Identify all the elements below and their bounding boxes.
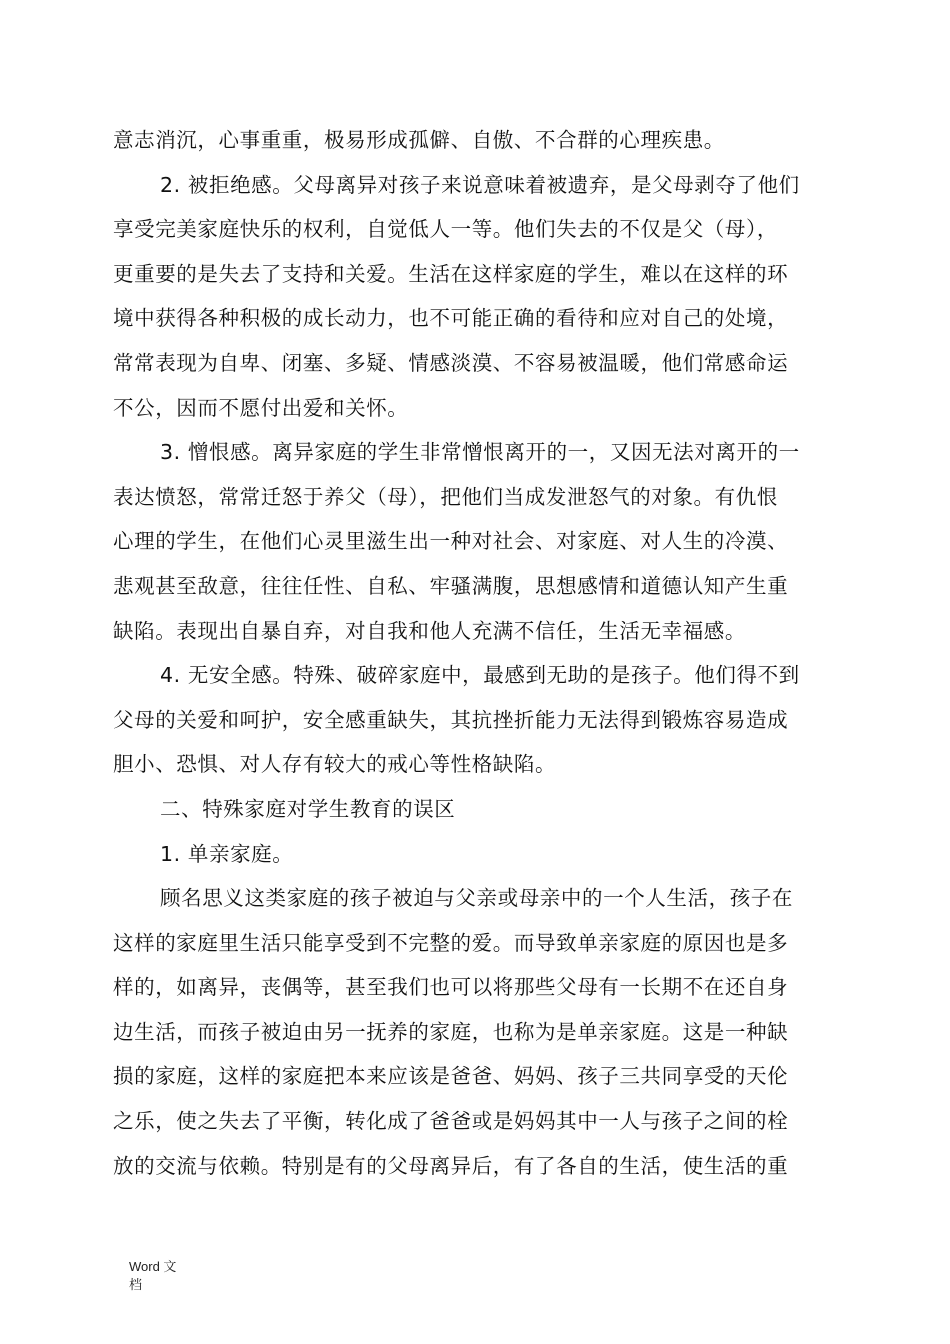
- text-line: 享受完美家庭快乐的权利，自觉低人一等。他们失去的不仅是父（母），: [113, 217, 778, 242]
- text-line: 表达愤怒，常常迁怒于养父（母），把他们当成发泄怒气的对象。有仇恨: [113, 484, 778, 509]
- text-line: 3. 憎恨感。离异家庭的学生非常憎恨离开的一，又因无法对离开的一: [160, 440, 800, 465]
- subsection-heading: 1. 单亲家庭。: [160, 841, 294, 866]
- footer-label-line2: 档: [129, 1277, 143, 1292]
- text-line: 境中获得各种积极的成长动力，也不可能正确的看待和应对自己的处境，: [113, 306, 789, 331]
- text-line: 2. 被拒绝感。父母离异对孩子来说意味着被遗弃，是父母剥夺了他们: [160, 172, 800, 197]
- text-line: 之乐，使之失去了平衡，转化成了爸爸或是妈妈其中一人与孩子之间的栓: [113, 1109, 789, 1134]
- text-line: 悲观甚至敌意，往往任性、自私、牢骚满腹，思想感情和道德认知产生重: [113, 573, 789, 598]
- text-line: 样的，如离异，丧偶等，甚至我们也可以将那些父母有一长期不在还自身: [113, 975, 789, 1000]
- text-line: 放的交流与依赖。特别是有的父母离异后，有了各自的生活，使生活的重: [113, 1153, 789, 1178]
- text-line: 胆小、恐惧、对人存有较大的戒心等性格缺陷。: [113, 752, 557, 777]
- page-footer: [129, 1258, 176, 1294]
- text-line: 更重要的是失去了支持和关爱。生活在这样家庭的学生，难以在这样的环: [113, 261, 789, 286]
- text-line: 4. 无安全感。特殊、破碎家庭中，最感到无助的是孩子。他们得不到: [160, 663, 800, 688]
- text-line: 意志消沉，心事重重，极易形成孤僻、自傲、不合群的心理疾患。: [113, 128, 725, 152]
- footer-label-line1: Word 文: [129, 1259, 177, 1274]
- text-line: 心理的学生，在他们心灵里滋生出一种对社会、对家庭、对人生的冷漠、: [113, 529, 789, 554]
- text-line: 这样的家庭里生活只能享受到不完整的爱。而导致单亲家庭的原因也是多: [113, 930, 789, 955]
- text-line: 父母的关爱和呵护，安全感重缺失，其抗挫折能力无法得到锻炼容易造成: [113, 707, 789, 732]
- text-line: 不公，因而不愿付出爱和关怀。: [113, 395, 409, 420]
- text-line: 顾名思义这类家庭的孩子被迫与父亲或母亲中的一个人生活，孩子在: [160, 886, 793, 911]
- text-line: 边生活，而孩子被迫由另一抚养的家庭，也称为是单亲家庭。这是一种缺: [113, 1019, 789, 1044]
- document-body: [113, 118, 837, 1188]
- text-line: 常常表现为自卑、闭塞、多疑、情感淡漠、不容易被温暖，他们常感命运: [113, 350, 789, 375]
- text-line: 缺陷。表现出自暴自弃，对自我和他人充满不信任，生活无幸福感。: [113, 618, 746, 643]
- section-heading: 二、特殊家庭对学生教育的误区: [160, 796, 456, 821]
- text-line: 损的家庭，这样的家庭把本来应该是爸爸、妈妈、孩子三共同享受的天伦: [113, 1064, 789, 1089]
